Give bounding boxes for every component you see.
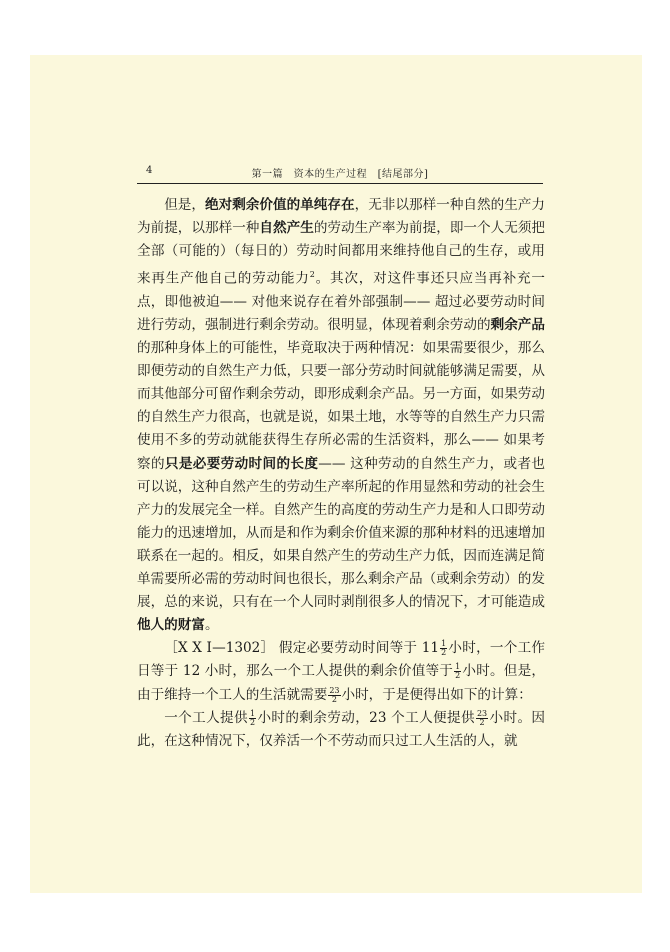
text-run: 但是，: [164, 197, 205, 213]
text-run: 小时，于是便得出如下的计算：: [341, 686, 532, 703]
emphasis-text: 只是必要劳动时间的长度: [164, 455, 319, 472]
text-run: 。: [204, 617, 219, 634]
fraction: [454, 663, 461, 680]
emphasis-text: 他人的财富: [137, 617, 205, 634]
text-run: 一个工人提供: [164, 709, 248, 726]
footnote-ref: 2: [309, 270, 315, 280]
emphasis-text: 自然产生: [259, 220, 314, 237]
text-run: 小时。但是，由于维持一个工人的生活就需要: [137, 663, 545, 703]
paragraph-2: [137, 637, 545, 706]
fraction-numerator: 1: [441, 639, 447, 649]
paragraph-1: [137, 194, 545, 637]
fraction: [440, 640, 447, 657]
fraction-denominator: 2: [441, 648, 447, 658]
fraction-numerator: 1: [249, 708, 256, 718]
fraction-numerator: 23: [329, 685, 340, 695]
header-title: 第一篇 资本的生产过程 [结尾部分]: [251, 169, 429, 180]
fraction: [328, 687, 340, 704]
text-run: 小时的剩余劳动，23 个工人便提供: [257, 709, 475, 726]
fraction-denominator: 2: [331, 694, 337, 704]
text-run: —— 这种劳动的自然生产力，或者也可以说，这种自然产生的劳动生产率所起的作用显然和劳动的社会生产力的发展完全一样。自然产生的高度的劳动生产力是和人口即劳动能力的迅速增加，从而是和作为剩余价值来源的那种材料的迅速增加联系在一起的。相反，如果自然产生的劳动生产力低，因而连满足简单需要所必需的劳动时间也很长，那么剩余产品（或剩余劳动）的发展，总的来说，只有在一个人同时剥削很多人的情况下，才可能造成: [137, 455, 546, 611]
text-run: ［X X Ⅰ—1302］ 假定必要劳动时间等于 11: [164, 640, 440, 657]
emphasis-text: 剩余产品: [490, 317, 546, 333]
text-run: 小时，一个工作日等于 12 小时，那么一个工人提供的剩余价值等于: [137, 640, 546, 680]
fraction-numerator: 23: [476, 708, 488, 718]
running-header: [137, 163, 543, 184]
text-run: 的那种身体上的可能性，毕竟取决于两种情况：如果需要很少，那么即便劳动的自然生产力低，只要一部分劳动时间就能够满足需要，从而其他部分可留作剩余劳动，即形成剩余产品。另一方面，如果劳动的自然生产力很高，也就是说，如果土地，水等等的自然生产力只需使用不多的劳动就能获得生存所必需的生活资料，那么—— 如果考察的: [137, 340, 545, 472]
fraction: [249, 710, 256, 727]
emphasis-text: 绝对剩余价值的单纯存在: [205, 197, 355, 213]
fraction-numerator: 1: [455, 662, 461, 672]
page-number: 4: [146, 165, 153, 176]
fraction-denominator: 2: [479, 717, 485, 727]
text-run: ，无非以那样一种自然的生产力为前提，以那样一种: [137, 197, 546, 237]
text-run: 的劳动生产率为前提，即一个人无须把全部（可能的）（每日的）劳动时间都用来维持他自己的生存，或用来再生产他自己的劳动能力: [137, 220, 546, 287]
body-text: [137, 194, 545, 753]
text-run: 。其次，对这件事还只应当再补充一点，即他被迫—— 对他来说存在着外部强制—— 超过必要劳动时间进行劳动，强制进行剩余劳动。很明显，体现着剩余劳动的: [137, 270, 546, 333]
paragraph-3: [137, 707, 545, 753]
fraction: [476, 710, 488, 727]
fraction-denominator: 2: [455, 671, 461, 681]
text-run: 小时。因此，在这种情况下，仅养活一个不劳动而只过工人生活的人，就: [137, 709, 546, 749]
fraction-denominator: 2: [249, 717, 256, 727]
